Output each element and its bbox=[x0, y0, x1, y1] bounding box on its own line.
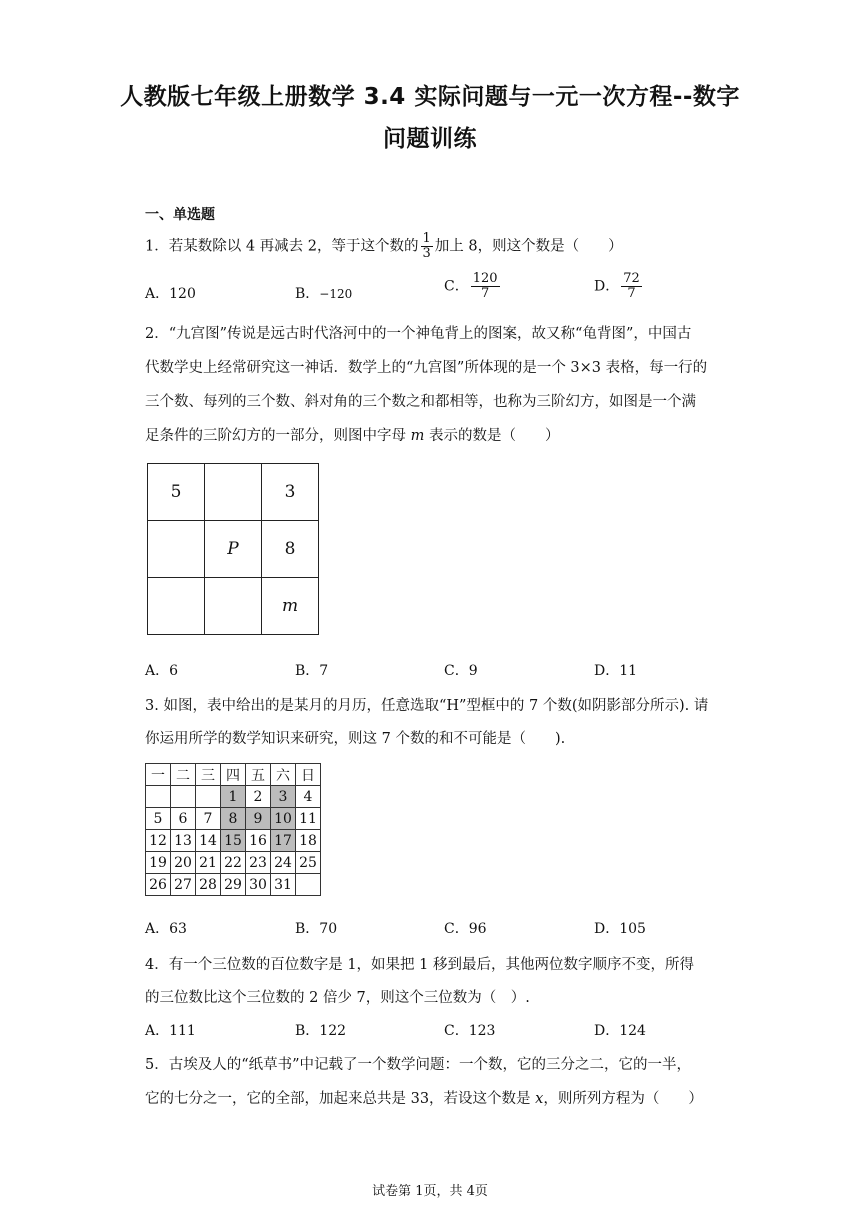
calendar-table bbox=[145, 763, 321, 896]
q4-option-c[interactable]: C．123 bbox=[444, 1023, 496, 1039]
q1-option-c-num: 120 bbox=[472, 271, 498, 286]
magic-cell: P bbox=[205, 521, 262, 578]
q5-line2-before: 它的七分之一，它的全部，加起来总共是 33，若设这个数是 bbox=[145, 1091, 536, 1107]
magic-row bbox=[148, 521, 319, 578]
calendar-row bbox=[146, 786, 321, 808]
q3-option-b[interactable]: B．70 bbox=[295, 921, 338, 937]
q3-stem-line2: 你运用所学的数学知识来研究，则这 7 个数的和不可能是（ ). bbox=[145, 731, 566, 747]
calendar-cell-shaded: 3 bbox=[271, 786, 296, 808]
calendar-row bbox=[146, 852, 321, 874]
q1-option-d[interactable] bbox=[594, 272, 644, 301]
q1-text-after: 加上 8，则这个数是（ ） bbox=[434, 238, 623, 255]
calendar-cell bbox=[296, 874, 321, 896]
page-title-line2: 问题训练 bbox=[383, 126, 477, 152]
calendar-cell: 23 bbox=[246, 852, 271, 874]
magic-cell: m bbox=[262, 578, 319, 635]
magic-cell: 8 bbox=[262, 521, 319, 578]
calendar-cell: 2 bbox=[246, 786, 271, 808]
calendar-header-cell: 六 bbox=[271, 764, 296, 786]
calendar-header-cell: 一 bbox=[146, 764, 171, 786]
q1-fraction bbox=[421, 232, 433, 261]
calendar-cell: 12 bbox=[146, 830, 171, 852]
q1-option-c-fraction bbox=[471, 272, 500, 301]
q1-option-b-value: −120 bbox=[319, 287, 353, 301]
magic-cell bbox=[205, 464, 262, 521]
calendar-cell: 27 bbox=[171, 874, 196, 896]
calendar-row bbox=[146, 830, 321, 852]
calendar-cell: 26 bbox=[146, 874, 171, 896]
q1-option-a-value: 120 bbox=[169, 286, 196, 302]
calendar-cell: 21 bbox=[196, 852, 221, 874]
q2-option-b[interactable]: B．7 bbox=[295, 663, 329, 679]
magic-row bbox=[148, 464, 319, 521]
q1-stem bbox=[145, 232, 623, 261]
q1-option-d-den: 7 bbox=[627, 286, 636, 301]
calendar-cell-shaded: 8 bbox=[221, 808, 246, 830]
calendar-cell bbox=[146, 786, 171, 808]
calendar-cell: 6 bbox=[171, 808, 196, 830]
calendar-cell: 22 bbox=[221, 852, 246, 874]
calendar-cell: 29 bbox=[221, 874, 246, 896]
q2-option-a[interactable]: A．6 bbox=[145, 663, 179, 679]
q1-fraction-den: 3 bbox=[422, 246, 431, 261]
calendar-cell: 24 bbox=[271, 852, 296, 874]
q2-line4-before: 足条件的三阶幻方的一部分，则图中字母 bbox=[145, 428, 411, 444]
q1-fraction-num: 1 bbox=[422, 231, 431, 246]
magic-cell bbox=[148, 521, 205, 578]
calendar-cell: 16 bbox=[246, 830, 271, 852]
calendar-cell: 5 bbox=[146, 808, 171, 830]
q1-option-b-label: B． bbox=[295, 286, 320, 302]
section-heading: 一、单选题 bbox=[145, 207, 215, 223]
calendar-cell: 11 bbox=[296, 808, 321, 830]
q3-option-d[interactable]: D．105 bbox=[594, 921, 646, 937]
q5-var-x: x bbox=[535, 1091, 544, 1107]
q2-stem-line4 bbox=[145, 424, 559, 445]
calendar-cell: 20 bbox=[171, 852, 196, 874]
q1-option-a-label: A． bbox=[145, 286, 170, 302]
calendar-header-cell: 五 bbox=[246, 764, 271, 786]
q2-stem-line3: 三个数、每列的三个数、斜对角的三个数之和都相等，也称为三阶幻方，如图是一个满 bbox=[145, 394, 696, 410]
q4-option-a[interactable]: A．111 bbox=[145, 1023, 196, 1039]
magic-cell: 3 bbox=[262, 464, 319, 521]
calendar-cell: 13 bbox=[171, 830, 196, 852]
calendar-header-cell: 四 bbox=[221, 764, 246, 786]
q3-option-c[interactable]: C．96 bbox=[444, 921, 487, 937]
q5-stem-line1: 5．古埃及人的“纸草书”中记载了一个数学问题：一个数，它的三分之二，它的一半， bbox=[145, 1057, 692, 1073]
calendar-cell: 31 bbox=[271, 874, 296, 896]
q1-option-d-label: D． bbox=[594, 278, 620, 295]
calendar-cell bbox=[196, 786, 221, 808]
q1-option-d-fraction bbox=[621, 272, 642, 301]
q2-option-d[interactable]: D．11 bbox=[594, 663, 638, 679]
magic-cell: 5 bbox=[148, 464, 205, 521]
calendar-row bbox=[146, 874, 321, 896]
calendar-cell: 7 bbox=[196, 808, 221, 830]
magic-cell bbox=[205, 578, 262, 635]
q2-line4-after: 表示的数是（ ） bbox=[424, 428, 560, 444]
calendar-cell: 14 bbox=[196, 830, 221, 852]
q5-stem-line2 bbox=[145, 1087, 703, 1108]
q3-stem-line1: 3. 如图，表中给出的是某月的月历，任意选取“H”型框中的 7 个数(如阴影部分所示). 请 bbox=[145, 698, 709, 714]
magic-square-grid bbox=[147, 463, 319, 635]
calendar-cell-shaded: 10 bbox=[271, 808, 296, 830]
calendar-cell-shaded: 9 bbox=[246, 808, 271, 830]
page-footer: 试卷第 1页，共 4页 bbox=[372, 1184, 488, 1199]
q1-option-b[interactable] bbox=[295, 283, 352, 303]
calendar-cell-shaded: 17 bbox=[271, 830, 296, 852]
q2-option-c[interactable]: C．9 bbox=[444, 663, 478, 679]
q1-option-c[interactable] bbox=[444, 272, 502, 301]
calendar-cell bbox=[171, 786, 196, 808]
q2-stem-line2: 代数学史上经常研究这一神话．数学上的“九宫图”所体现的是一个 3×3 表格，每一行的 bbox=[145, 360, 708, 376]
magic-row bbox=[148, 578, 319, 635]
q1-option-a[interactable] bbox=[145, 283, 196, 303]
q1-text-before: 1．若某数除以 4 再减去 2，等于这个数的 bbox=[145, 238, 419, 255]
calendar-row bbox=[146, 808, 321, 830]
q4-stem-line2: 的三位数比这个三位数的 2 倍少 7，则这个三位数为（ ）. bbox=[145, 990, 530, 1006]
calendar-cell: 30 bbox=[246, 874, 271, 896]
calendar-cell: 19 bbox=[146, 852, 171, 874]
q1-option-c-den: 7 bbox=[480, 286, 490, 301]
calendar-cell-shaded: 1 bbox=[221, 786, 246, 808]
q3-option-a[interactable]: A．63 bbox=[145, 921, 187, 937]
calendar-cell: 4 bbox=[296, 786, 321, 808]
q2-var-m: m bbox=[410, 428, 425, 444]
calendar-header-row bbox=[146, 764, 321, 786]
q1-option-d-num: 72 bbox=[623, 271, 640, 286]
page-title-line1: 人教版七年级上册数学 3.4 实际问题与一元一次方程--数字 bbox=[120, 84, 740, 110]
q1-option-c-label: C． bbox=[444, 278, 469, 295]
q2-stem-line1: 2．“九宫图”传说是远古时代洛河中的一个神龟背上的图案，故又称“龟背图”，中国古 bbox=[145, 326, 692, 342]
calendar-header-cell: 三 bbox=[196, 764, 221, 786]
calendar-header-cell: 日 bbox=[296, 764, 321, 786]
calendar-cell: 18 bbox=[296, 830, 321, 852]
calendar-cell-shaded: 15 bbox=[221, 830, 246, 852]
q4-option-d[interactable]: D．124 bbox=[594, 1023, 646, 1039]
q4-option-b[interactable]: B．122 bbox=[295, 1023, 347, 1039]
calendar-cell: 28 bbox=[196, 874, 221, 896]
magic-cell bbox=[148, 578, 205, 635]
q4-stem-line1: 4．有一个三位数的百位数字是 1，如果把 1 移到最后，其他两位数字顺序不变，所得 bbox=[145, 957, 695, 973]
calendar-header-cell: 二 bbox=[171, 764, 196, 786]
calendar-cell: 25 bbox=[296, 852, 321, 874]
q5-line2-after: ，则所列方程为（ ） bbox=[543, 1091, 703, 1107]
